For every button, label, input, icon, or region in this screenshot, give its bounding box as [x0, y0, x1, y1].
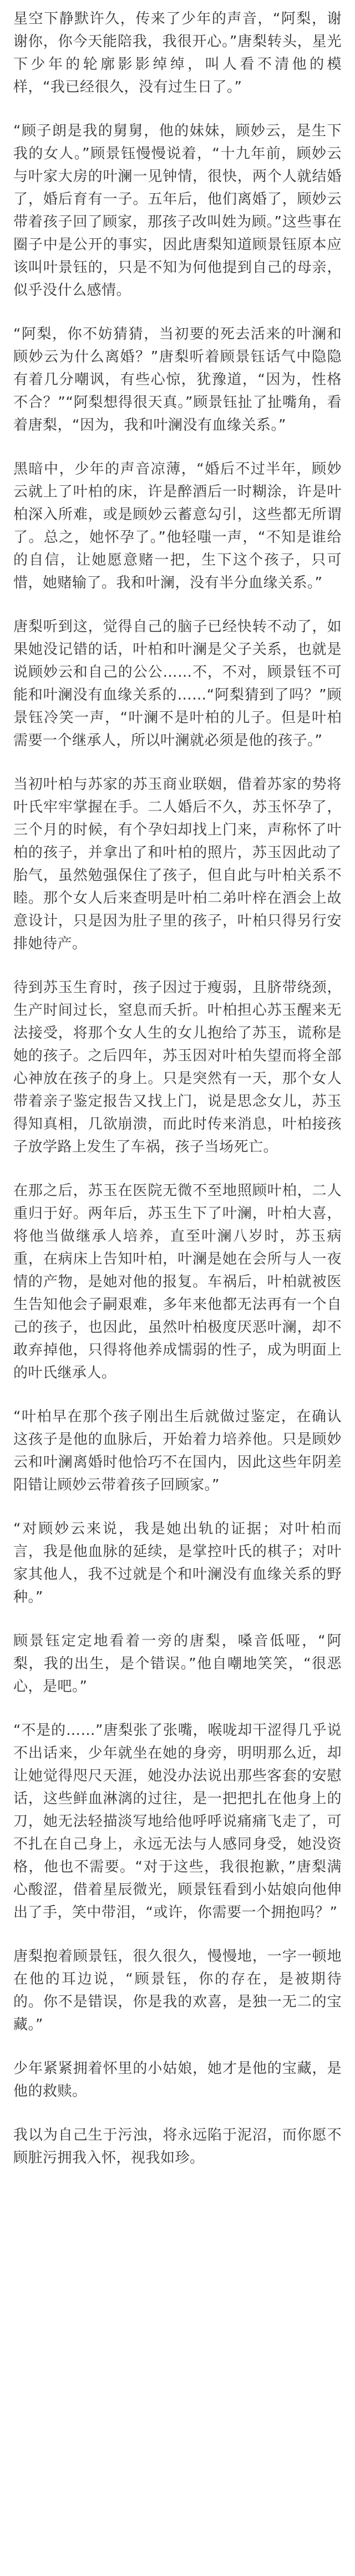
paragraph: 唐梨听到这，觉得自己的脑子已经快转不动了，如果她没记错的话，叶柏和叶澜是父子关系，也就是说顾妙云和自己的公公……不，不对，顾景钰不可能和叶澜没有血缘关系的……“阿梨猜到了吗？”顾景钰冷笑一声，“叶澜不是叶柏的儿子。但是叶柏需要一个继承人，所以叶澜就必须是他的孩子。” — [13, 618, 342, 749]
paragraph: 黑暗中，少年的声音凉薄，“婚后不过半年，顾妙云就上了叶柏的床，许是醉酒后一时糊涂，许是叶柏深入所难，或是顾妙云蓄意勾引，这些都无所谓了。总之，她怀孕了。”他轻嗤一声，“不知是谁给的自信，让她愿意赌一把，生下这个孩子，只可惜，她赌输了。我和叶澜，没有半分血缘关系。” — [13, 461, 342, 591]
paragraph: 星空下静默许久，传来了少年的声音，“阿梨，谢谢你，你今天能陪我，我很开心。”唐梨转头，星光下少年的轮廓影影绰绰，叫人看不清他的模样，“我已经很久，没有过生日了。” — [13, 11, 342, 95]
paragraph: 在那之后，苏玉在医院无微不至地照顾叶柏，二人重归于好。两年后，苏玉生下了叶澜，叶柏大喜，将他当做继承人培养，直至叶澜八岁时，苏玉病重，在病床上告知叶柏，叶澜是她在会所与人一夜情的产物，是她对他的报复。车祸后，叶柏就被医生告知他会子嗣艰难，多年来他都无法再有一个自己的孩子，也因此，虽然叶柏极度厌恶叶澜，却不敢弃掉他，只得将他养成懦弱的性子，成为明面上的叶氏继承人。 — [13, 1183, 342, 1381]
paragraph: 顾景钰定定地看着一旁的唐梨，嗓音低哑，“阿梨，我的出生，是个错误。”他自嘲地笑笑，“很恶心，是吧。” — [13, 1633, 342, 1695]
paragraph: 我以为自己生于污浊，将永远陷于泥沼，而你愿不顾脏污拥我入怀，视我如珍。 — [13, 2127, 342, 2166]
paragraph: “对顾妙云来说，我是她出轨的证据；对叶柏而言，我是他血脉的延续，是掌控叶氏的棋子；对叶家其他人，我不过就是个和叶澜没有血缘关系的野种。” — [13, 1521, 342, 1606]
paragraph: “叶柏早在那个孩子刚出生后就做过鉴定，在确认这孩子是他的血脉后，开始着力培养他。只是顾妙云和叶澜离婚时他恰巧不在国内，因此这些年阴差阳错让顾妙云带着孩子回顾家。” — [13, 1408, 342, 1493]
paragraph: “不是的……”唐梨张了张嘴，喉咙却干涩得几乎说不出话来，少年就坐在她的身旁，明明那么近，却让她觉得咫尺天涯，她没办法说出那些客套的安慰话，这些鲜血淋漓的过往，是一把把扎在他身上的刀，她无法轻描淡写地给他呼呼说痛痛飞走了，可不扎在自己身上，永远无法与人感同身受，她没资格，他也不需要。“对于这些，我很抱歉，”唐梨满心酸涩，借着星辰微光，顾景钰看到小姑娘向他伸出了手，笑中带泪，“或许，你需要一个拥抱吗？” — [13, 1722, 342, 1921]
paragraph: “顾子朗是我的舅舅，他的妹妹，顾妙云，是生下我的女人。”顾景钰慢慢说着，“十九年前，顾妙云与叶家大房的叶澜一见钟情，很快，两个人就结婚了，婚后育有一子。五年后，他们离婚了，顾妙云带着孩子回了顾家，那孩子改叫姓为顾。”这些事在圈子中是公开的事实，因此唐梨知道顾景钰原本应该叫叶景钰的，只是不知为何他提到自己的母亲，似乎没什么感情。 — [13, 123, 342, 299]
paragraph: 唐梨抱着顾景钰，很久很久，慢慢地，一字一顿地在他的耳边说，“顾景钰，你的存在，是被期待的。你不是错误，你是我的欢喜，是独一无二的宝藏。” — [13, 1948, 342, 2033]
paragraph: 当初叶柏与苏家的苏玉商业联姻，借着苏家的势将叶氏牢牢掌握在手。二人婚后不久，苏玉怀孕了，三个月的时候，有个孕妇却找上门来，声称怀了叶柏的孩子，并拿出了和叶柏的照片，苏玉因此动了胎气，虽然勉强保住了孩子，但自此与叶柏关系不睦。那个女人后来查明是叶柏二弟叶梓在酒会上故意设计，只是因为肚子里的孩子，叶柏只得另行安排她待产。 — [13, 776, 342, 952]
paragraph: “阿梨，你不妨猜猜，当初要的死去活来的叶澜和顾妙云为什么离婚？”唐梨听着顾景钰话气中隐隐有着几分嘲讽，有些心惊，犹豫道，“因为，性格不合？”“阿梨想得很天真。”顾景钰扯了扯嘴角，看着唐梨，“因为，我和叶澜没有血缘关系。” — [13, 326, 342, 434]
paragraph: 待到苏玉生育时，孩子因过于瘦弱，且脐带绕颈，生产时间过长，窒息而夭折。叶柏担心苏玉醒来无法接受，将那个女人生的女儿抱给了苏玉，谎称是她的孩子。之后四年，苏玉因对叶柏失望而将全部心神放在孩子的身上。只是突然有一天，那个女人带着亲子鉴定报告又找上门，说是思念女儿，苏玉得知真相，几欲崩溃，而此时传来消息，叶柏接孩子放学路上发生了车祸，孩子当场死亡。 — [13, 979, 342, 1155]
paragraph: 少年紧紧拥着怀里的小姑娘，她才是他的宝藏，是他的救赎。 — [13, 2060, 342, 2100]
